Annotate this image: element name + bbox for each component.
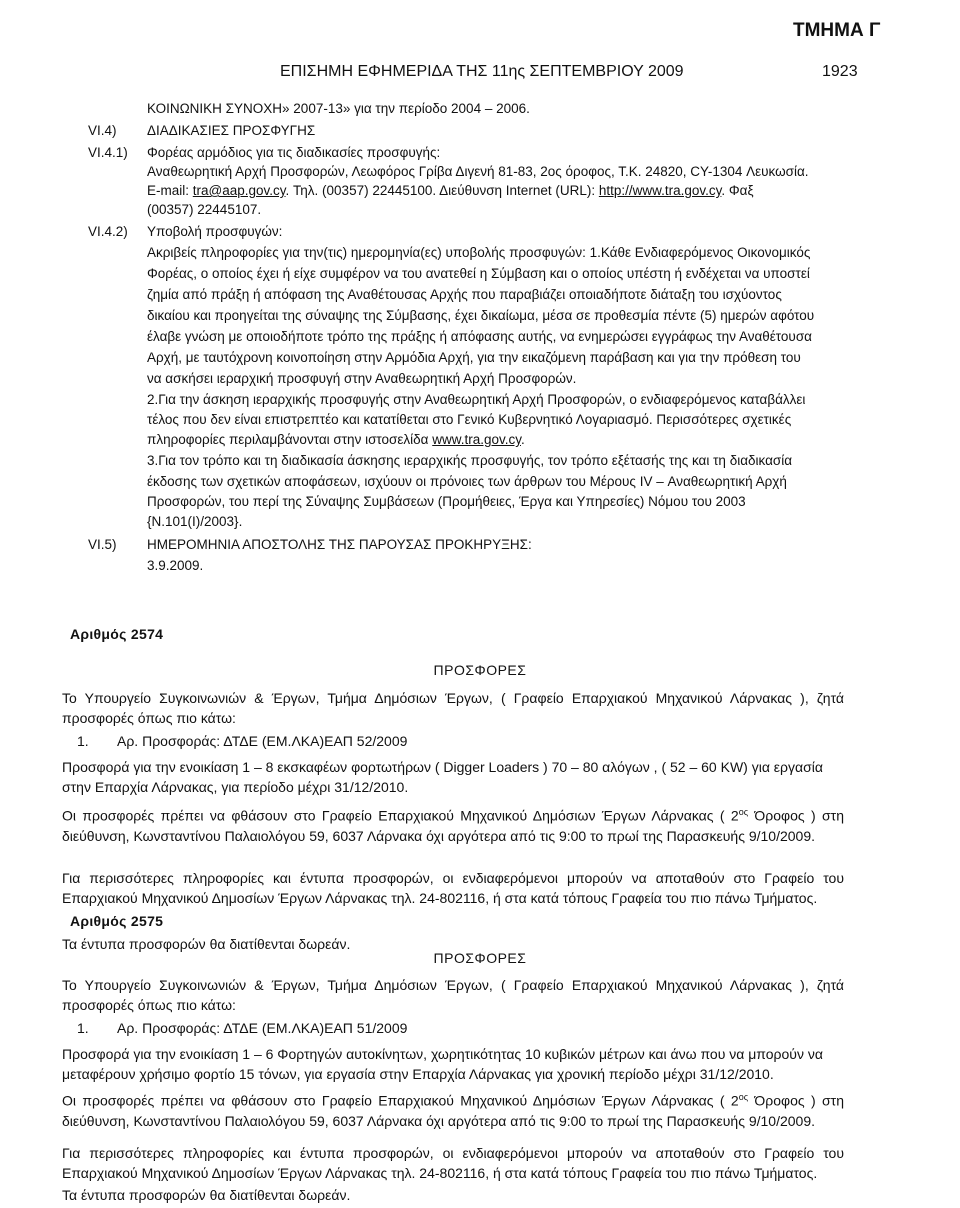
tender-free-forms: Τα έντυπα προσφορών θα διατίθενται δωρεάν. (62, 1187, 351, 1203)
vi42-label: VI.4.2) (88, 224, 128, 239)
tender-description: Προσφορά για την ενοικίαση 1 – 8 εκσκαφέων φορτωτήρων ( Digger Loaders ) 70 – 80 αλόγων , ( 52 – 60 KW) για εργασία στην Επαρχία Λάρνακας, για περίοδο μέχρι 31/12/2010. (62, 759, 823, 795)
notice-intro: Το Υπουργείο Συγκοινωνιών & Έργων, Τμήμα Δημόσιων Έργων, ( Γραφείο Επαρχιακού Μηχανικού Λάρνακας ), ζητά προσφορές όπως πιο κάτω: (62, 690, 844, 726)
notice-intro: Το Υπουργείο Συγκοινωνιών & Έργων, Τμήμα Δημόσιων Έργων, ( Γραφείο Επαρχιακού Μηχανικού Λάρνακας ), ζητά προσφορές όπως πιο κάτω: (62, 977, 844, 1013)
tender-reference: Αρ. Προσφοράς: ΔΤΔΕ (ΕΜ.ΛΚΑ)ΕΑΠ 52/2009 (117, 733, 408, 749)
email-label: E-mail: (147, 183, 190, 198)
deadline-text: Οι προσφορές πρέπει να φθάσουν στο Γραφείο Επαρχιακού Μηχανικού Δημόσιων Έργων Λάρνακας ( 2 (62, 1092, 739, 1109)
tender-info: Για περισσότερες πληροφορίες και έντυπα προσφορών, οι ενδιαφερόμενοι μπορούν να αποταθούν στο Γραφείο του Επαρχιακού Μηχανικού Δημοσίων Έργων Λάρνακας τηλ. 24-802116, ή στα κατά τόπους Γραφεία του πιο πάνω Τμήματος. (62, 870, 844, 906)
vi42-line: Υποβολή προσφυγών: (147, 224, 283, 239)
item-number: 1. (77, 733, 89, 749)
vi42-line: 2.Για την άσκηση ιεραρχικής προσφυγής στην Αναθεωρητική Αρχή Προσφορών, ο ενδιαφερόμενος καταβάλλει (147, 392, 806, 407)
tender-free-forms: Τα έντυπα προσφορών θα διατίθενται δωρεάν. (62, 936, 351, 952)
fax-text: . Φαξ (721, 183, 754, 198)
vi41-label: VI.4.1) (88, 145, 128, 160)
floor-ordinal: ος (738, 807, 749, 817)
deadline-text-rest: Όροφος ) στη διεύθυνση, Κωνσταντίνου Παλαιολόγου 59, 6037 Λάρνακα όχι αργότερα από τις 9:00 το πρωί της Παρασκευής 9/10/2009. (62, 1092, 844, 1129)
notice-number: Αριθμός 2575 (70, 913, 164, 929)
notice-heading: ΠΡΟΣΦΟΡΕΣ (433, 662, 527, 678)
website-link[interactable]: http://www.tra.gov.cy (598, 183, 722, 198)
tender-info: Για περισσότερες πληροφορίες και έντυπα προσφορών, οι ενδιαφερόμενοι μπορούν να αποταθούν στο Γραφείο του Επαρχιακού Μηχανικού Δημοσίων Έργων Λάρνακας τηλ. 24-802116, ή στα κατά τόπους Γραφεία του πιο πάνω Τμήματος. (62, 1145, 844, 1181)
contact-line (147, 181, 754, 200)
vi42-line: έκδοσης των σχετικών αποφάσεων, ισχύουν οι πρόνοιες των άρθρων του Μέρους IV – Αναθεωρητική Αρχή (147, 474, 787, 489)
vi4-heading: ΔΙΑΔΙΚΑΣΙΕΣ ΠΡΟΣΦΥΓΗΣ (147, 123, 316, 138)
info-website-suffix: . (521, 432, 525, 447)
vi41-line: Φορέας αρμόδιος για τις διαδικασίες προσφυγής: (147, 145, 441, 160)
phone-text: . Τηλ. (00357) 22445100. Διεύθυνση Internet (URL): (285, 183, 596, 198)
tender-reference: Αρ. Προσφοράς: ΔΤΔΕ (ΕΜ.ΛΚΑ)ΕΑΠ 51/2009 (117, 1020, 408, 1036)
deadline-text-rest: Όροφος ) στη διεύθυνση, Κωνσταντίνου Παλαιολόγου 59, 6037 Λάρνακα όχι αργότερα από τις 9:00 το πρωί της Παρασκευής 9/10/2009. (62, 807, 844, 844)
vi42-line: Φορέας, ο οποίος έχει ή είχε συμφέρον να του ανατεθεί η Σύμβαση και ο οποίος υπέστη ή ενδέχεται να υποστεί (147, 266, 810, 281)
vi4-label: VI.4) (88, 123, 117, 138)
vi42-line: έλαβε γνώση με οποιοδήποτε τρόπο της πράξης ή απόφασης αυτής, να ενημερώσει εγγράφως την Αναθέτουσα (147, 329, 812, 344)
page-header-title: ΕΠΙΣΗΜΗ ΕΦΗΜΕΡΙΔΑ ΤΗΣ 11ης ΣΕΠΤΕΜΒΡΙΟΥ 2009 (280, 63, 684, 80)
vi5-label: VI.5) (88, 537, 117, 552)
vi42-line: ζημία από πράξη ή απόφαση της Αναθέτουσας Αρχής που παραβιάζει οποιαδήποτε διάταξη του ισχύοντος (147, 287, 782, 302)
vi42-line: {Ν.101(Ι)/2003}. (147, 514, 243, 529)
info-website-link[interactable]: www.tra.gov.cy (432, 432, 521, 447)
vi5-date: 3.9.2009. (147, 558, 204, 573)
notice-number: Αριθμός 2574 (70, 626, 164, 642)
tender-description: Προσφορά για την ενοικίαση 1 – 6 Φορτηγών αυτοκίνητων, χωρητικότητας 10 κυβικών μέτρων και άνω που να μπορούν να μεταφέρουν χρήσιμο φορτίο 15 τόνων, για εργασία στην Επαρχία Λάρνακας για χρονική περίοδο μέχρι 31/12/2010. (62, 1046, 823, 1082)
email-link[interactable]: tra@aap.gov.cy (192, 183, 286, 198)
tender-deadline (62, 802, 844, 846)
continuation-line: ΚΟΙΝΩΝΙΚΗ ΣΥΝΟΧΗ» 2007-13» για την περίοδο 2004 – 2006. (147, 101, 530, 116)
item-number: 1. (77, 1020, 89, 1036)
vi5-heading: ΗΜΕΡΟΜΗΝΙΑ ΑΠΟΣΤΟΛΗΣ ΤΗΣ ΠΑΡΟΥΣΑΣ ΠΡΟΚΗΡΥΞΗΣ: (147, 537, 532, 552)
vi42-line: Ακριβείς πληροφορίες για την(τις) ημερομηνία(ες) υποβολής προσφυγών: 1.Κάθε Ενδιαφερόμενος Οικονομικός (147, 245, 811, 260)
notice-heading: ΠΡΟΣΦΟΡΕΣ (433, 950, 527, 966)
info-website-prefix: πληροφορίες περιλαμβάνονται στην ιστοσελίδα (147, 432, 433, 447)
floor-ordinal: ος (738, 1092, 749, 1102)
vi42-line: Αρχή, με ταυτόχρονη κοινοποίηση στην Αρμόδια Αρχή, για την εικαζόμενη παράβαση και για την πρόθεση του (147, 350, 801, 365)
section-label: ΤΜΗΜΑ Γ (793, 20, 881, 41)
tender-deadline (62, 1087, 844, 1131)
vi41-line: Αναθεωρητική Αρχή Προσφορών, Λεωφόρος Γρίβα Διγενή 81-83, 2ος όροφος, Τ.Κ. 24820, CY-1304 Λευκωσία. (147, 164, 809, 179)
deadline-text: Οι προσφορές πρέπει να φθάσουν στο Γραφείο Επαρχιακού Μηχανικού Δημόσιων Έργων Λάρνακας ( 2 (62, 807, 739, 824)
vi42-line: δικαίου και προηγείται της σύναψης της Σύμβασης, έχει δικαίωμα, μέσα σε προθεσμία πέντε (5) ημερών αφότου (147, 308, 815, 323)
vi42-line: τέλος που δεν είναι επιστρεπτέο και κατατίθεται στο Γενικό Κυβερνητικό Λογαριασμό. Περισσότερες σχετικές (147, 412, 792, 427)
vi42-line: Προσφορών, του περί της Σύναψης Συμβάσεων (Προμήθειες, Έργα και Υπηρεσίες) Νόμου του 2003 (147, 494, 746, 509)
vi41-line: (00357) 22445107. (147, 202, 262, 217)
page-number: 1923 (822, 63, 858, 80)
vi42-line: να ασκήσει ιεραρχική προσφυγή στην Αναθεωρητική Αρχή Προσφορών. (147, 371, 577, 386)
info-website-line (147, 430, 525, 449)
vi42-line: 3.Για τον τρόπο και τη διαδικασία άσκησης ιεραρχικής προσφυγής, τον τρόπο εξέτασής της και τη διαδικασία (147, 453, 793, 468)
